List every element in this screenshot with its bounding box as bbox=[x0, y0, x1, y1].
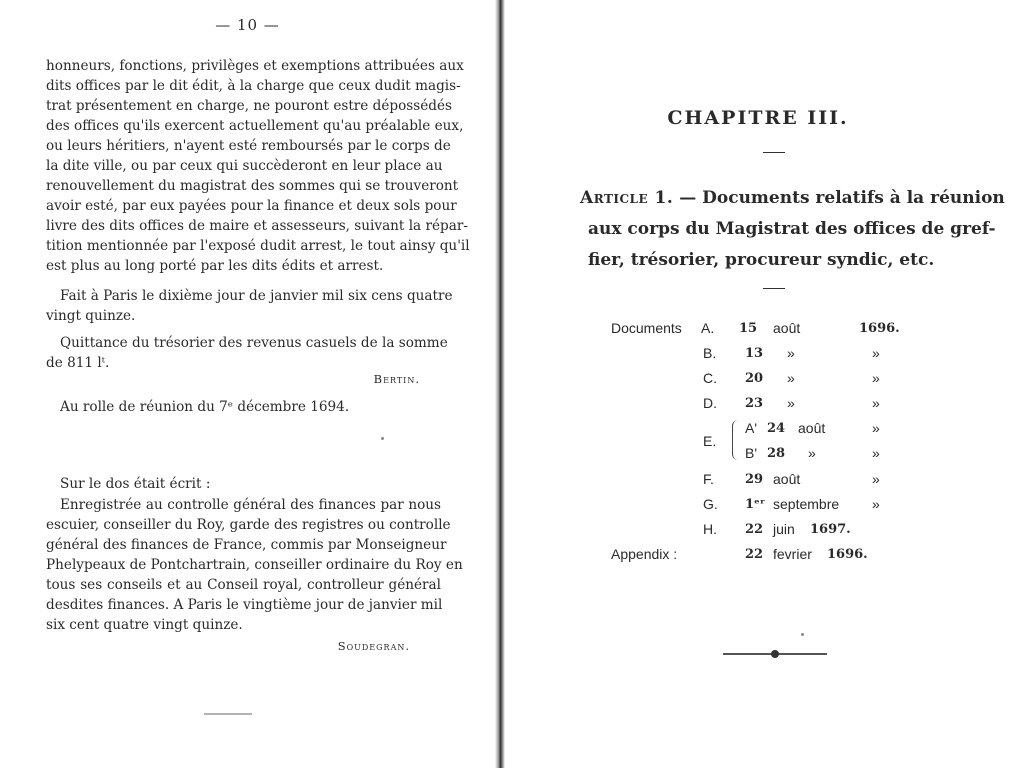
doc-year: » bbox=[872, 471, 880, 487]
book-gutter bbox=[495, 0, 505, 768]
text-line: Enregistrée au controlle général des finances par nous bbox=[60, 497, 441, 513]
article-line: — Documents relatifs à la réunion bbox=[679, 188, 1005, 208]
doc-year: 1696. bbox=[859, 321, 900, 336]
paragraph-quittance bbox=[46, 333, 448, 373]
doc-letter: E. bbox=[703, 433, 717, 449]
paragraph-au-rolle bbox=[46, 397, 441, 417]
doc-month: » bbox=[787, 395, 795, 411]
brace-bracket bbox=[732, 420, 741, 460]
paragraph-sur-le-dos bbox=[46, 474, 441, 494]
text-line: tition mentionnée par l'exposé dudit arrest, le tout ainsy qu'il bbox=[46, 238, 470, 254]
doc-month: » bbox=[787, 370, 795, 386]
doc-day: 20 bbox=[745, 371, 764, 386]
doc-letter: B. bbox=[703, 345, 717, 361]
text-line: honneurs, fonctions, privilèges et exemptions attribuées aux bbox=[46, 58, 464, 74]
text-line: tous ses conseils et au Conseil royal, controlleur général bbox=[46, 577, 441, 593]
doc-day: 23 bbox=[745, 396, 764, 411]
text-line: la dite ville, ou par ceux qui succèderont en leur place au bbox=[46, 158, 443, 174]
text-line: Au rolle de réunion du 7ᵉ décembre 1694. bbox=[60, 399, 350, 415]
appendix-label: Appendix : bbox=[611, 546, 678, 562]
text-line: renouvellement du magistrat des sommes qui se trouveront bbox=[46, 178, 459, 194]
right-page bbox=[505, 0, 1011, 768]
appendix-month: fevrier bbox=[773, 546, 812, 562]
footer-ornament-dot bbox=[771, 650, 779, 658]
appendix-year: 1696. bbox=[827, 547, 868, 562]
doc-day: 29 bbox=[745, 472, 764, 487]
text-line: Sur le dos était écrit : bbox=[60, 476, 211, 492]
doc-sub-label: A' bbox=[745, 420, 758, 436]
doc-month: août bbox=[798, 420, 826, 436]
text-line: desdites finances. A Paris le vingtième jour de janvier mil bbox=[46, 597, 443, 613]
doc-day: 15 bbox=[739, 321, 758, 336]
doc-day: 28 bbox=[767, 446, 786, 461]
doc-month: août bbox=[773, 320, 801, 336]
text-line: Phelypeaux de Pontchartrain, conseiller ordinaire du Roy en bbox=[46, 557, 463, 573]
doc-year: » bbox=[872, 395, 880, 411]
doc-day: 24 bbox=[767, 421, 786, 436]
doc-month: août bbox=[773, 471, 801, 487]
ink-speck bbox=[381, 437, 384, 440]
article-line: aux corps du Magistrat des offices de gref- bbox=[588, 219, 996, 239]
doc-year: » bbox=[872, 420, 880, 436]
doc-month: » bbox=[808, 445, 816, 461]
chapter-title: CHAPITRE III. bbox=[667, 107, 849, 129]
smudge-mark bbox=[204, 713, 252, 715]
doc-letter: H. bbox=[703, 521, 717, 537]
text-line: de 811 lᵗ. bbox=[46, 355, 110, 371]
text-line: trat présentement en charge, ne pouront estre dépossédés bbox=[46, 98, 453, 114]
text-line: dits offices par le dit édit, à la charge que ceux dudit magis- bbox=[46, 78, 461, 94]
paragraph-fait-a-paris bbox=[46, 286, 453, 326]
doc-day: 13 bbox=[745, 346, 764, 361]
doc-year: » bbox=[872, 445, 880, 461]
paragraph-enregistree bbox=[46, 495, 463, 635]
doc-month: » bbox=[787, 345, 795, 361]
doc-day: 1ᵉʳ bbox=[745, 497, 766, 512]
text-line: est plus au long porté par les dits édits et arrest. bbox=[46, 258, 384, 274]
documents-label: Documents bbox=[611, 320, 682, 336]
doc-letter: F. bbox=[703, 471, 714, 487]
doc-letter: D. bbox=[703, 395, 717, 411]
article-line: fier, trésorier, procureur syndic, etc. bbox=[588, 250, 935, 270]
signature-soudegran: Soudegran. bbox=[337, 639, 410, 653]
doc-sub-label: B' bbox=[745, 445, 758, 461]
signature-bertin: Bertin. bbox=[373, 372, 420, 386]
text-line: ou leurs héritiers, n'ayent esté remboursés par le corps de bbox=[46, 138, 451, 154]
text-line: livre des dits offices de maire et assesseurs, suivant la répar- bbox=[46, 218, 468, 234]
text-line: vingt quinze. bbox=[46, 308, 136, 324]
doc-letter: G. bbox=[703, 496, 718, 512]
doc-day: 22 bbox=[745, 522, 764, 537]
page-number: — 10 — bbox=[215, 16, 280, 34]
doc-letter: C. bbox=[703, 370, 717, 386]
doc-month: juin bbox=[773, 521, 795, 537]
appendix-day: 22 bbox=[745, 547, 764, 562]
text-line: escuier, conseiller du Roy, garde des registres ou controlle bbox=[46, 517, 451, 533]
doc-month: septembre bbox=[773, 496, 840, 512]
doc-year: 1697. bbox=[810, 522, 851, 537]
text-line: général des finances de France, commis par Monseigneur bbox=[46, 537, 447, 553]
ink-speck bbox=[801, 633, 804, 636]
paragraph-honneurs bbox=[46, 56, 470, 276]
article-label: Article 1. bbox=[580, 188, 674, 208]
text-line: Quittance du trésorier des revenus casuels de la somme bbox=[60, 335, 448, 351]
left-page bbox=[0, 0, 495, 768]
text-line: des offices qu'ils exercent actuellement qu'au préalable eux, bbox=[46, 118, 464, 134]
text-line: six cent quatre vingt quinze. bbox=[46, 617, 243, 633]
doc-year: » bbox=[872, 496, 880, 512]
doc-year: » bbox=[872, 345, 880, 361]
doc-year: » bbox=[872, 370, 880, 386]
text-line: Fait à Paris le dixième jour de janvier mil six cens quatre bbox=[60, 288, 453, 304]
doc-letter: A. bbox=[701, 320, 715, 336]
text-line: avoir esté, par eux payées pour la finance et deux sols pour bbox=[46, 198, 457, 214]
